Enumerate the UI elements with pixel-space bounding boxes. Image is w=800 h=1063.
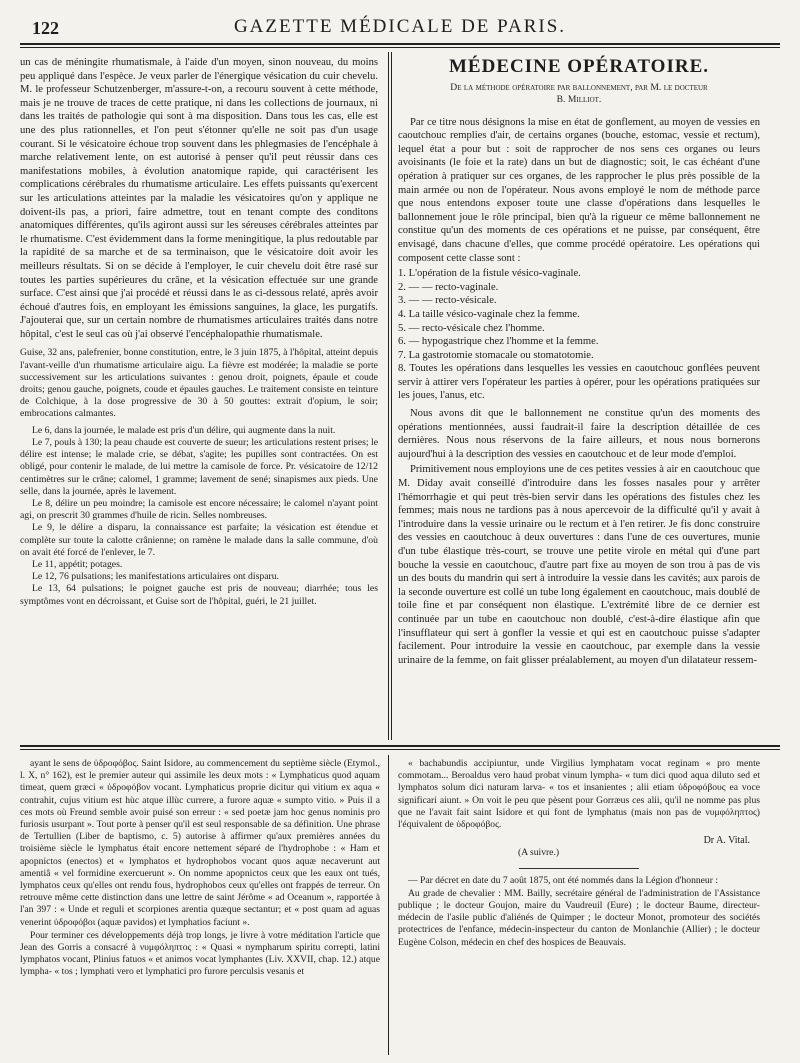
page-header	[20, 8, 780, 38]
paragraph: « bachabundis accipiuntur, unde Virgilius lymphatam vocat reginam « pro mente commotam... Beroaldus vero haud probat vinum lympha- « tum dici quod aqua diluto sed et lymphatos solum dici naturam larva- « tos et insanientes ; alii etiam ὑδροφόβους ea voce significari aiunt. » On voit le peu que pèsent pour Gorræus ces alii, qu'il ne nomme pas plus que ne l'avait fait saint Isidore et qui font de lymphatus (mais non pas de νυμφόληπτος) l'équivalent de ὑδροφόβος.	[398, 758, 760, 831]
page-number: 122	[32, 18, 59, 38]
header-rule	[20, 43, 780, 45]
author-signature: Dr A. Vital.	[703, 835, 750, 847]
section-rule	[20, 745, 780, 747]
article-subtitle	[398, 82, 760, 106]
case-note: Le 12, 76 pulsations; les manifestations articulaires ont disparu.	[32, 571, 279, 583]
case-report-intro: Guise, 32 ans, palefrenier, bonne constitution, entre, le 3 juin 1875, à l'hôpital, atteint depuis l'avant-veille d'un rhumatisme articulaire aigu. La fièvre est modérée; la maladie se porte successivement sur les articulations suivantes : genou droit, poignets, épaule et coude droits; genou gauche, poignets, coude et épaules gauches. Le traitement consiste en teinture de Colchique, à la dose progressive de 30 à 50 gouttes: extrait d'opium, le soir; embrocations calmantes.	[20, 347, 378, 420]
operation-item: 5. — recto-vésicale chez l'homme.	[398, 322, 545, 334]
operation-item: 7. La gastrotomie stomacale ou stomatotomie.	[398, 349, 594, 361]
case-note: Le 7, pouls à 130; la peau chaude est couverte de sueur; les articulations restent prises; le délire est intense; le malade crie, se débat, s'agite; les pupilles sont contractées. On est obligé, pour contenir le malade, de lui mettre la camisole de force. Pr. vésicatoire de 12/12 centimètres sur le crâne; calomel, 1 gramme; lavement de sené; sinapismes aux pieds. Une selle, dans la journée, après le lavement.	[20, 436, 378, 497]
case-note: Le 13, 64 pulsations; le poignet gauche est pris de nouveau; diarrhée; tous les symptômes vont en décroissant, et Guise sort de l'hôpital, guéri, le 21 juillet.	[20, 583, 378, 607]
top-left-column	[20, 56, 378, 608]
column-divider-thin	[391, 52, 392, 740]
article-author: B. Milliot.	[556, 93, 602, 105]
paragraph: — Par décret en date du 7 août 1875, ont été nommés dans la Légion d'honneur :	[408, 874, 718, 886]
case-note: Le 9, le délire a disparu, la connaissance est parfaite; la vésication est étendue et complète sur toute la calotte crânienne; on ramène le malade dans la salle commune, d'où on avait été forcé de l'enlever, le 7.	[20, 522, 378, 558]
section-title: MÉDECINE OPÉRATOIRE.	[449, 56, 709, 77]
journal-title: GAZETTE MÉDICALE DE PARIS.	[233, 16, 567, 37]
operation-item: 3. — — recto-vésicale.	[398, 295, 497, 307]
paragraph: Nous avons dit que le ballonnement ne constitue qu'un des moments des opérations mentionnées, aussi faudrait-il faire la description détaillée de ces dernières. Nous nous réservons de la faire ailleurs, et nous nous bornerons aujourd'hui à la description des vessies en caoutchouc et de leur mode d'emploi.	[398, 408, 760, 460]
operation-item: 6. — hypogastrique chez l'homme et la femme.	[398, 336, 599, 348]
case-note: Le 8, délire un peu moindre; la camisole est encore nécessaire; le calomel n'ayant point agi, on prescrit 30 grammes d'huile de ricin. Selles nombreuses.	[20, 497, 378, 522]
article-subtitle-line: De la méthode opératoire par ballonnement, par M. le docteur	[450, 81, 708, 93]
section-rule-thin	[20, 749, 780, 750]
paragraph: ayant le sens de ὑδροφόβος. Saint Isidore, au commencement du septième siècle (Etymol., l. X, n° 162), est le premier auteur qui assimile les deux mots : « Lymphaticus quod aquam timeat, quem græci « ὑδροφόβον vocant. Lymphaticus proprie dicitur qui vitium ex aqua « contrahit, cujus vitium est hùc atque illùc currere, a furore aquæ « sumpto vitio. » Puis il a ces mots où Freund semble avoir puisé son erreur : « sed poetæ jam hoc genus nominis pro furiosis usurpant ». Tout porte à penser qu'il est seul responsable de sa définition. Une phrase de Tertullien (Liber de baptismo, c. 5) autorise à affirmer qu'aux premières années du troisième siècle le lymphatus était encore nettement séparé de l'hydrophobe : « Ham et apopnictos (enectos) et « lymphatos et hydrophobos vocant quos aquæ necaverunt aut amentiâ « vel formidine exercuerunt ». On nomme apopnictos ceux que les eaux ont tués, lymphatos ceux qu'elles ont rendu fous, hydrophobos ceux qu'elles ont frappés de terreur. On retrouve même cette distinction dans une lettre de saint Jérôme « ad Oceanum », rapportée à l'an 397 : « Unde et reguli et scorpiones arentia quæque sectantur; et « post quam ad aguas venerint ὑδροφόβοι (aquæ pavidos) et lymphatios faciunt ».	[20, 758, 380, 928]
column-divider	[388, 52, 389, 740]
case-note: Le 6, dans la journée, le malade est pris d'un délire, qui augmente dans la nuit.	[32, 424, 336, 436]
operation-item: 2. — — recto-vaginale.	[398, 281, 499, 293]
operation-item: 1. L'opération de la fistule vésico-vaginale.	[398, 268, 581, 280]
paragraph: Par ce titre nous désignons la mise en état de gonflement, au moyen de vessies en caoutchouc remplies d'air, de certains organes (bouche, estomac, vessie et rectum), lequel état a pour but : soit de rapprocher de nos sens ces organes ou leurs avoisinants (le foie et la rate) dans un but de diagnostic; soit, le cas échéant d'une opération à pratiquer sur ces organes, de les rapprocher le plus près possible de la main armée ou non de l'opérateur. Nous avons employé le nom de méthode parce que nous entendons exposer toute une classe d'opérations dans lesquelles le ballonnement joue le rôle principal, bien qu'à la rigueur ce même ballonnement ne constitue qu'un des moments de ces opérations et ne puisse, par conséquent, être envisagé, dans chacune d'elles, que comme procédé opératoire. Les opérations qui composent cette classe sont :	[398, 116, 760, 264]
paragraph: Primitivement nous employions une de ces petites vessies à air en caoutchouc que M. Diday avait conseillé d'introduire dans les fosses nasales pour y arrêter l'hémorrhagie et qui peut très-bien servir dans les opérations des fistules chez les femmes; mais nous ne tardions pas à nous apercevoir de la difficulté qu'il y avait à l'introduire dans la vessie urinaire ou le rectum et à l'en retirer. Je fis donc construire des vessies en caoutchouc à deux ouvertures : dans l'une de ces ouvertures, munie d'un tube élastique très-court, se trouve une petite virole en métal qui d'une part bouche la vessie en caoutchouc, d'autre part fixe au moyen de son trou à pas de vis un des bouts du mandrin qui sert à introduire la vessie dans les cavités; aux parois de la seconde ouverture est collé un tube long également en caoutchouc, mais doublé de toile fine et par conséquent non élastique. L'extrémité libre de ce dernier est continuée par un tube en caoutchouc non doublé, c'est-à-dire élastique afin que l'insufflateur qui sert à gonfler la vessie et qui est en caoutchouc puisse s'adapter facilement. Pour introduire la vessie en caoutchouc, par exemple dans la vessie urinaire de la femme, on fait glisser préalablement, au moyen d'un dilatateur ressem-	[398, 464, 760, 666]
paragraph: Au grade de chevalier : MM. Bailly, secrétaire général de l'administration de l'Assistance publique ; le docteur Goujon, maire du Vaudreuil (Eure) ; le docteur Baume, directeur-médecin de l'asile public d'aliénés de Quimper ; le docteur Monot, promoteur des sociétés protectrices de l'enfance, médecin-inspecteur du canton de Monlanchie (Allier) ; le docteur Eugène Colson, médecin en chef des hospices de Beauvais.	[398, 887, 760, 948]
top-right-column	[398, 56, 760, 669]
to-be-continued: (A suivre.)	[518, 847, 560, 859]
case-note: Le 11, appétit; potages.	[32, 558, 123, 570]
column-divider-bottom	[388, 755, 389, 1055]
bottom-left-column	[20, 758, 380, 980]
paragraph: Pour terminer ces développements déjà trop longs, je livre à votre méditation l'article que Jean des Gorris a consacré à νυμφόληπτος : « Quasi « nympharum spiritu correpti, latini lymphatos vocant, Plinius fatuos « et animos vocat lymphantes (Liv. XXVII, chap. 12.) atque lympha- « tos ; lymphati vero et lymphatici pro furore perculsis vesanis et	[20, 929, 380, 978]
article-continuation-text: un cas de méningite rhumatismale, à l'aide d'un moyen, sinon nouveau, du moins peu appliqué dans l'espèce. Je veux parler de l'énergique vésication du cuir chevelu. M. le professeur Schutzenberger, m'assure-t-on, a recouru souvent à cette méthode, mais je ne trouve de traces de cette pratique, ni dans les collections de journaux, ni dans les traités de pathologie qui sont à ma disposition. Dans tous les cas, elle est une des plus rationnelles, et l'on peut s'étonner qu'elle ne soit pas d'un usage courant. Si le vésicatoire échoue trop souvent dans les phlegmasies de l'encéphale à marche relativement lente, on est autorisé à penser qu'il peut réussir dans ces manifestations mobiles, à évolution anatomique rapide, qui caractérisent les complications cérébrales du rhumatisme articulaire. Les effets puissants qu'exercent sur les articulations atteintes par la maladie les vésicatoires qu'on y applique ne doivent-ils pas, a priori, faire admettre, tout en tenant compte des conditons anatomiques différentes, qu'ils agiront aussi sur les séreuses cérébrales atteintes par le rhumatisme. C'est évidemment dans la forme meningitique, la plus redoutable par la rapidité de sa marche et de sa terminaison, que le vésicatoire doit avoir les meilleurs résultats. Si on se décide à l'employer, le cuir chevelu doit être rasé sur toutes les parties supérieures du crâne, et la vésication effectuée sur une grande surface. C'est ainsi que j'ai procédé et réussi dans le as ci-dessous relaté, après avoir échoué d'autres fois, en employant les émissions sanguines, la glace, les purgatifs. J'ajouterai que, sur un certain nombre de rhumatismes articulaires traités dans notre hôpital, c'est le seul cas où j'ai observé l'encéphalopathie rhumatismale.	[20, 57, 378, 340]
operations-list	[398, 267, 760, 403]
header-rule-thin	[20, 47, 780, 48]
bottom-right-column	[398, 758, 760, 950]
short-divider	[519, 868, 639, 869]
operation-item: 4. La taille vésico-vaginale chez la femme.	[398, 308, 580, 320]
operation-item: 8. Toutes les opérations dans lesquelles les vessies en caoutchouc gonflées peuvent servir à attirer vers l'opérateur les parties à opérer, pour les opérations pratiquées sur les joues, l'anus, etc.	[398, 363, 760, 402]
